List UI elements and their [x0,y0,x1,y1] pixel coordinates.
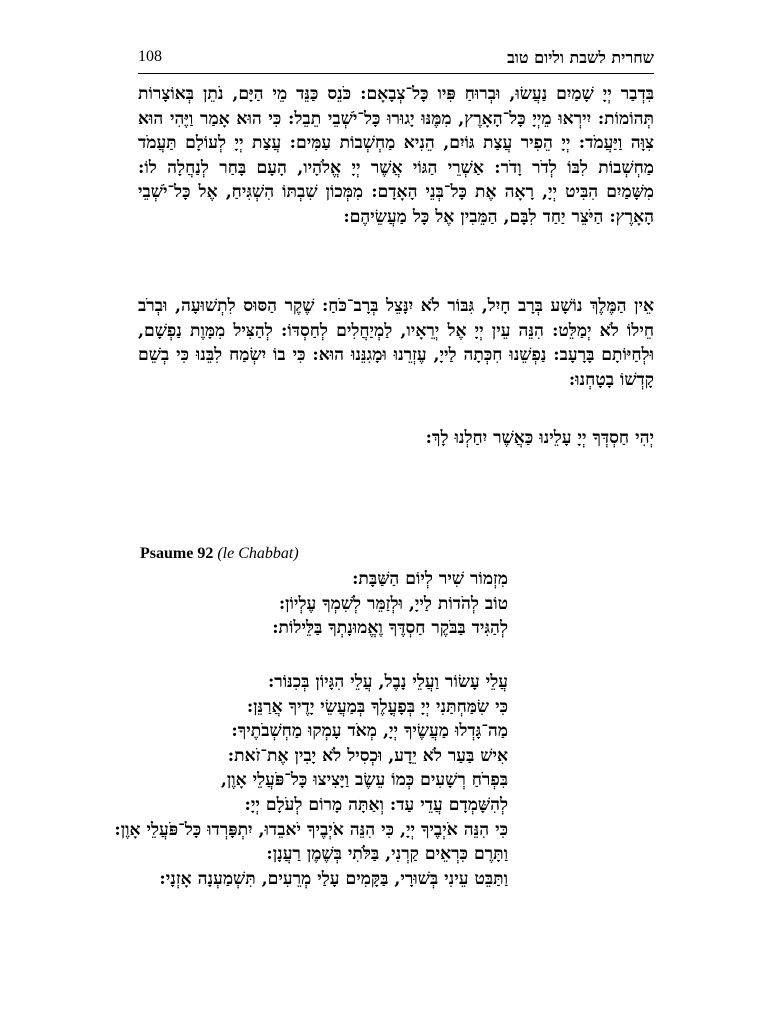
psalm-verse: כִּי שִׂמַּחְתַּנִי יְיָ בְּפָעֳלֶךָ בְּמַעֲשֵׂי יָדֶיךָ אֲרַנֵּן: [246,696,508,717]
psalm-verse: מִזְמוֹר שִׁיר לְיוֹם הַשַּׁבָּת: [352,569,508,589]
header-rule [138,73,654,74]
running-title: שחרית לשבת וליום טוב [507,48,654,67]
psalm-subtitle: (le Chabbat) [217,545,299,562]
page-number: 108 [138,48,162,65]
psalm-verse: לְהַגִּיד בַּבֹּקֶר חַסְדֶּךָ וֶאֱמוּנָתְךָ בַּלֵּילוֹת: [272,618,508,639]
page-header [138,48,654,72]
psalm-verse: וַתַּבֵּט עֵינִי בְּשׁוּרָי, בַּקָּמִים עָלַי מְרֵעִים, תִּשְׁמַעְנָה אָזְנָי: [159,868,508,889]
paragraph: אֵין הַמֶּלֶךְ נוֹשָׁע בְּרָב חָיִל, גִּבּוֹר לֹא יִנָּצֵל בְּרָב־כֹּחַ: שֶׁקֶר הַסּוּס לִתְשׁוּעָה, וּבְרֹב חֵילוֹ לֹא יְמַלֵּט: הִנֵּה עֵין יְיָ אֶל יְרֵאָיו, לַמְיַחֲלִים לְחַסְדּוֹ: לְהַצִּיל מִמָּוֶת נַפְשָׁם, וּלְחַיּוֹתָם בָּרָעָב: נַפְשֵׁנוּ חִכְּתָה לַייָ, עֶזְרֵנוּ וּמָגִנֵּנוּ הוּא: כִּי בוֹ יִשְׂמַח לִבֵּנוּ כִּי בְשֵׁם קָדְשׁוֹ בָטָחְנוּ: [138,296,654,390]
psalm-verse-block [114,670,508,891]
psalm-verse: מַה־גָּדְלוּ מַעֲשֶׂיךָ יְיָ, מְאֹד עָמְקוּ מַחְשְׁבֹתֶיךָ: [231,721,508,742]
psalm-verse: לְהִשָּׁמְדָם עֲדֵי עַד: וְאַתָּה מָרוֹם לְעֹלָם יְיָ: [244,794,508,815]
psalm-heading [140,545,299,563]
psalm-verse: בִּפְרֹחַ רְשָׁעִים כְּמוֹ עֵשֶׂב וַיָּצִיצוּ כָּל־פֹּעֲלֵי אָוֶן, [220,770,508,791]
psalm-verse-block [272,567,508,641]
psalm-title: Psaume 92 [140,545,214,562]
psalm-verse: כִּי הִנֵּה אֹיְבֶיךָ יְיָ, כִּי הִנֵּה אֹיְבֶיךָ יֹאבֵדוּ, יִתְפָּרְדוּ כָּל־פֹּעֲלֵי אָוֶן: [114,819,508,840]
psalm-verse: וַתָּרֶם כִּרְאֵים קַרְנִי, בַּלֹּתִי בְּשֶׁמֶן רַעֲנָן: [266,844,508,865]
psalm-verse: טוֹב לְהֹדוֹת לַייָ, וּלְזַמֵּר לְשִׁמְךָ עֶלְיוֹן: [278,593,508,614]
paragraph: בִּדְבַר יְיָ שָׁמַיִם נַעֲשׂוּ, וּבְרוּחַ פִּיו כָּל־צְבָאָם: כֹּנֵס כַּנֵּד מֵי הַיָּם, נֹתֵן בְּאוֹצָרוֹת תְּהוֹמוֹת: יִירְאוּ מֵיְיָ כָּל־הָאָרֶץ, מִמֶּנּוּ יָגוּרוּ כָּל־יֹשְׁבֵי תֵבֵל: כִּי הוּא אָמַר וַיֶּהִי הוּא צִוָּה וַיַּעֲמֹד: יְיָ הֵפִיר עֲצַת גּוֹיִם, הֵנִיא מַחְשְׁבוֹת עַמִּים: עֲצַת יְיָ לְעוֹלָם תַּעֲמֹד מַחְשְׁבוֹת לִבּוֹ לְדֹר וָדֹר: אַשְׁרֵי הַגּוֹי אֲשֶׁר יְיָ אֱלֹהָיו, הָעָם בָּחַר לְנַחֲלָה לוֹ: מִשָּׁמַיִם הִבִּיט יְיָ, רָאָה אֶת כָּל־בְּנֵי הָאָדָם: מִמְּכוֹן שִׁבְתּוֹ הִשְׁגִּיחַ, אֶל כָּל־יֹשְׁבֵי הָאָרֶץ: הַיֹּצֵר יַחַד לִבָּם, הַמֵּבִין אֶל כָּל מַעֲשֵׂיהֶם: [138,84,654,227]
psalm-verse: אִישׁ בַּעַר לֹא יֵדָע, וּכְסִיל לֹא יָבִין אֶת־זֹאת: [227,745,508,766]
psalm-verse: עֲלֵי עָשׂוֹר וַעֲלֵי נָבֶל, עֲלֵי הִגָּיוֹן בְּכִנּוֹר: [267,672,508,692]
paragraph: יְהִי חַסְדְּךָ יְיָ עָלֵינוּ כַּאֲשֶׁר יִחַלְנוּ לָךְ: [425,428,654,448]
